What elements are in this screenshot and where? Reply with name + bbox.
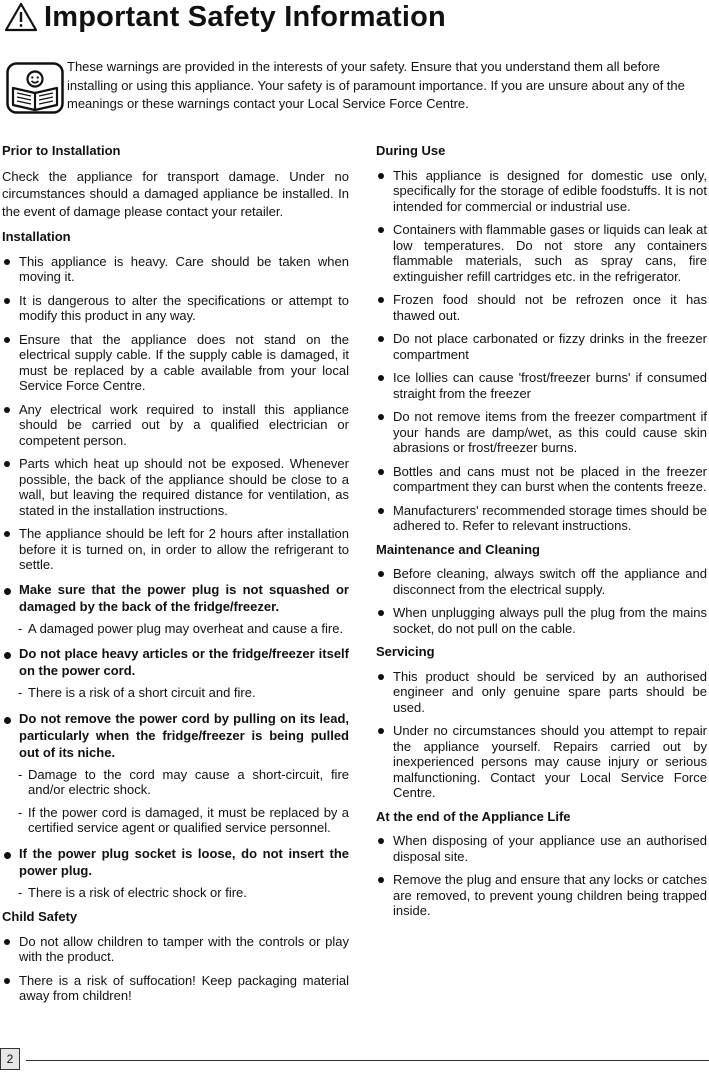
bullet-icon xyxy=(378,227,384,233)
warning-item: Do not place heavy articles or the fridge/freezer itself on the power cord. xyxy=(2,645,349,679)
bullet-icon xyxy=(4,852,11,859)
right-column xyxy=(376,143,707,927)
section-heading-prior-to-installation: Prior to Installation xyxy=(2,143,121,158)
list-item: Ice lollies can cause 'frost/freezer burns' if consumed straight from the freezer xyxy=(376,370,707,401)
list-item: Containers with flammable gases or liquids can leak at low temperatures. Do not store any containers flammable materials, such as spray cans, fire extinguisher refill cartridges etc. in the refrigerator. xyxy=(376,222,707,284)
list-item: Frozen food should not be refrozen once it has thawed out. xyxy=(376,292,707,323)
bullet-icon xyxy=(4,652,11,659)
list-item: Before cleaning, always switch off the appliance and disconnect from the electrical supply. xyxy=(376,566,707,597)
section-heading-end-of-appliance-life: At the end of the Appliance Life xyxy=(376,808,571,824)
bullet-icon xyxy=(378,414,384,420)
list-item: Any electrical work required to install this appliance should be carried out by a qualified electrician or competent person. xyxy=(2,402,349,449)
bullet-icon xyxy=(4,337,10,343)
warning-triangle-icon xyxy=(4,2,38,32)
bullet-icon xyxy=(378,610,384,616)
left-column xyxy=(2,143,349,1012)
bullet-icon xyxy=(4,939,10,945)
list-item: Ensure that the appliance does not stand on the electrical supply cable. If the supply cable is damaged, it must be replaced by a cable available from your local Service Force Centre. xyxy=(2,332,349,394)
bullet-icon xyxy=(378,838,384,844)
section-heading-child-safety: Child Safety xyxy=(2,909,78,924)
bullet-icon xyxy=(378,469,384,475)
warning-note: - There is a risk of a short circuit and fire. xyxy=(18,685,256,700)
bullet-icon xyxy=(4,461,10,467)
list-item: Remove the plug and ensure that any locks or catches are removed, to prevent young children being trapped inside. xyxy=(376,872,707,919)
warning-note: - Damage to the cord may cause a short-circuit, fire and/or electric shock. xyxy=(18,766,349,797)
section-heading-maintenance-and-cleaning: Maintenance and Cleaning xyxy=(376,541,540,557)
warning-item: Do not remove the power cord by pulling on its lead, particularly when the fridge/freezer is being pulled out of its niche. xyxy=(2,710,349,761)
bullet-icon xyxy=(4,407,10,413)
bullet-icon xyxy=(4,717,11,724)
list-item: This appliance is designed for domestic use only, specifically for the storage of edible foodstuffs. It is not intended for commercial or industrial use. xyxy=(376,168,707,215)
list-item: When unplugging always pull the plug from the mains socket, do not pull on the cable. xyxy=(376,605,707,636)
list-item: The appliance should be left for 2 hours after installation before it is turned on, in order to allow the refrigerant to settle. xyxy=(2,526,349,573)
page-number: 2 xyxy=(0,1048,20,1070)
list-item: Do not allow children to tamper with the controls or play with the product. xyxy=(2,934,349,965)
bullet-icon xyxy=(4,259,10,265)
list-item: Under no circumstances should you attempt to repair the appliance yourself. Repairs carried out by inexperienced persons may cause injury or serious malfunctioning. Contact your Local Service Force Centre. xyxy=(376,723,707,801)
bullet-icon xyxy=(4,531,10,537)
bullet-icon xyxy=(378,508,384,514)
bullet-icon xyxy=(4,298,10,304)
bullet-icon xyxy=(378,674,384,680)
bullet-icon xyxy=(378,297,384,303)
list-item: Bottles and cans must not be placed in the freezer compartment they can burst when the contents freeze. xyxy=(376,464,707,495)
intro-text: These warnings are provided in the interests of your safety. Ensure that you understand them all before installing or using this appliance. Your safety is of paramount importance. If you are unsure about any of the meanings or these warnings contact your Local Service Force Centre. xyxy=(67,59,685,111)
bullet-icon xyxy=(4,978,10,984)
page-title-block xyxy=(4,0,446,34)
bullet-icon xyxy=(378,728,384,734)
bullet-icon xyxy=(378,877,384,883)
list-item: When disposing of your appliance use an authorised disposal site. xyxy=(376,833,707,864)
bullet-icon xyxy=(378,375,384,381)
section-heading-servicing: Servicing xyxy=(376,644,435,659)
list-item: It is dangerous to alter the specifications or attempt to modify this product in any way. xyxy=(2,293,349,324)
warning-note: - A damaged power plug may overheat and cause a fire. xyxy=(18,620,344,636)
warning-note: - If the power cord is damaged, it must be replaced by a certified service agent or qualified service personnel. xyxy=(18,804,349,835)
list-item: Parts which heat up should not be exposed. Whenever possible, the back of the appliance should be close to a wall, but leaving the required distance for ventilation, as stated in the installation instructions. xyxy=(2,456,349,518)
read-instructions-icon xyxy=(6,62,64,114)
list-item: This product should be serviced by an authorised engineer and only genuine spare parts should be used. xyxy=(376,669,707,716)
footer-divider xyxy=(26,1060,709,1061)
list-item: This appliance is heavy. Care should be taken when moving it. xyxy=(2,254,349,285)
section-heading-during-use: During Use xyxy=(376,143,446,158)
list-item: There is a risk of suffocation! Keep packaging material away from children! xyxy=(2,973,349,1004)
list-item: Do not remove items from the freezer compartment if your hands are damp/wet, as this could cause skin abrasions or frost/freezer burns. xyxy=(376,409,707,456)
warning-item: Make sure that the power plug is not squashed or damaged by the back of the fridge/freezer. xyxy=(2,581,349,615)
list-item: Manufacturers' recommended storage times should be adhered to. Refer to relevant instructions. xyxy=(376,503,707,534)
bullet-icon xyxy=(378,336,384,342)
list-item: Do not place carbonated or fizzy drinks in the freezer compartment xyxy=(376,331,707,362)
bullet-icon xyxy=(4,588,11,595)
bullet-icon xyxy=(378,173,384,179)
intro-block xyxy=(6,58,706,114)
page-title: Important Safety Information xyxy=(44,0,446,33)
bullet-icon xyxy=(378,571,384,577)
section-heading-installation: Installation xyxy=(2,229,71,244)
warning-item: If the power plug socket is loose, do not insert the power plug. xyxy=(2,845,349,879)
warning-note: - There is a risk of electric shock or fire. xyxy=(18,884,247,900)
prior-to-installation-text: Check the appliance for transport damage. Under no circumstances should a damaged appliance be installed. In the event of damage please contact your retailer. xyxy=(2,168,349,219)
